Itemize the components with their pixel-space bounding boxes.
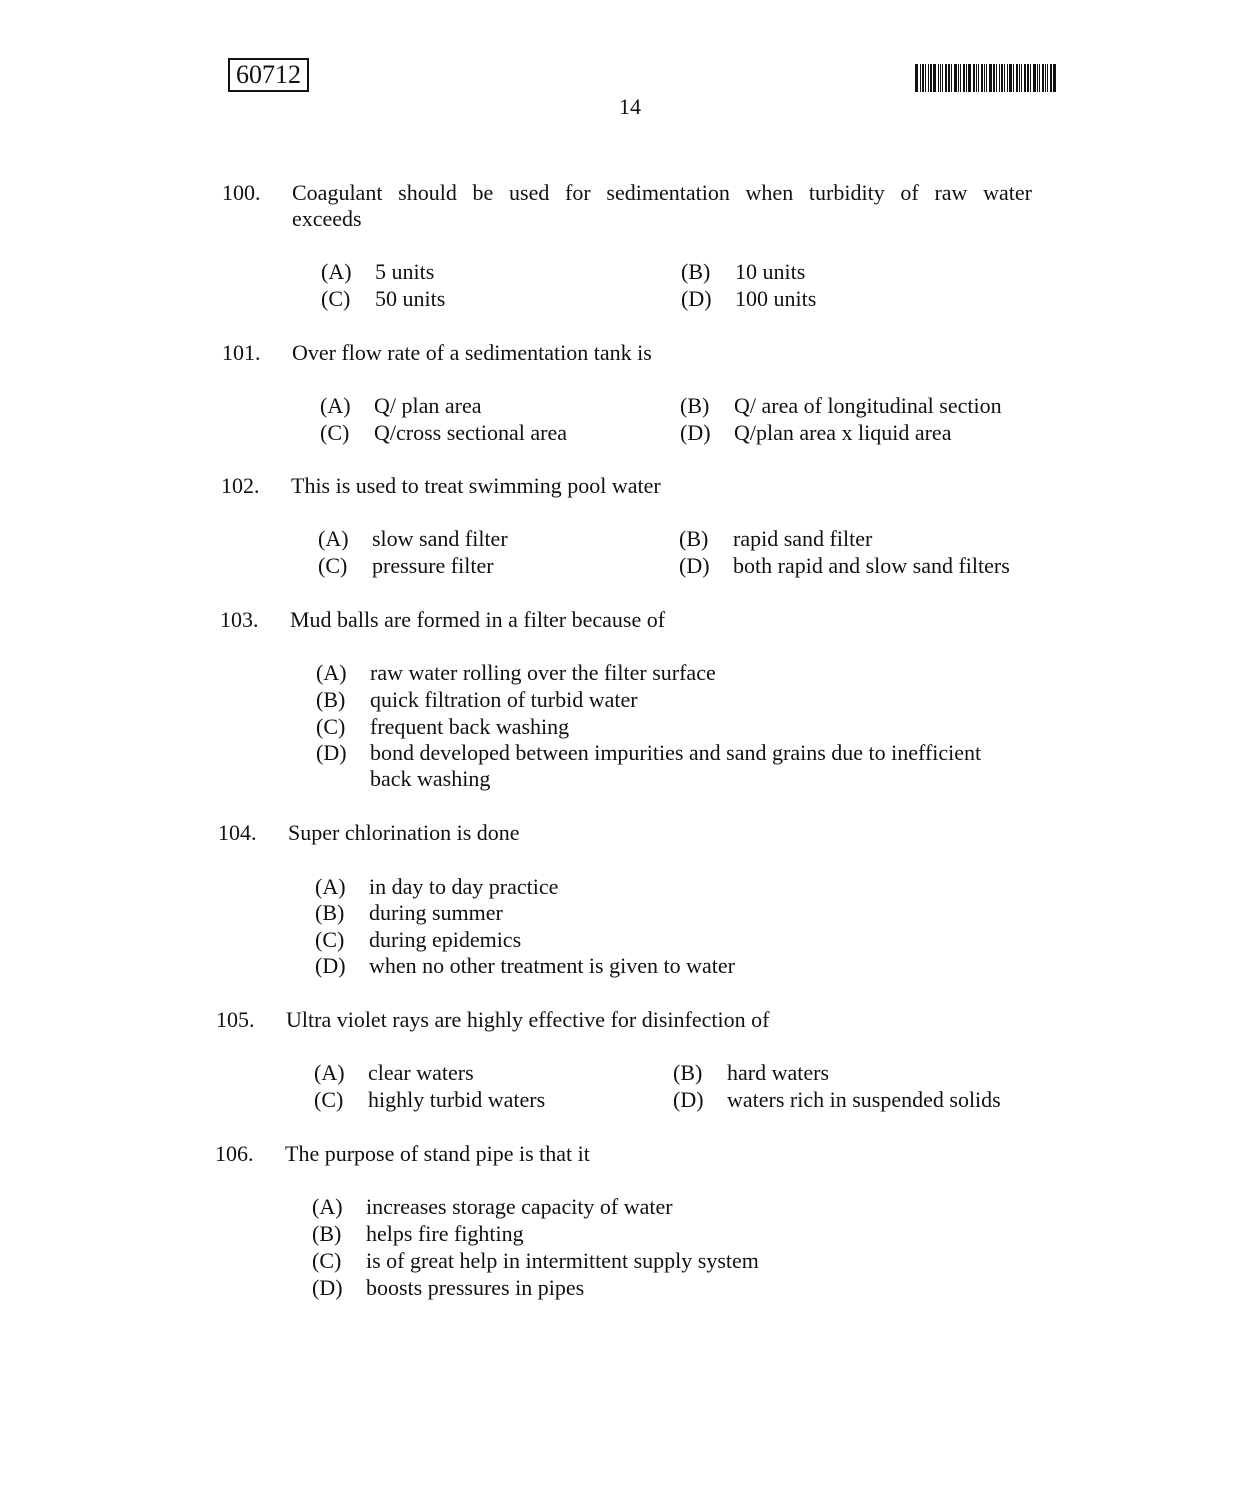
barcode-bar	[1037, 64, 1038, 92]
barcode-bar	[966, 64, 967, 92]
barcode-bar	[940, 64, 941, 92]
barcode-bar	[948, 64, 950, 92]
barcode-bar	[1007, 64, 1008, 92]
barcode-bar	[993, 64, 995, 92]
question-103	[220, 607, 1032, 635]
question-number: 101.	[222, 340, 261, 365]
barcode-bar	[1001, 64, 1003, 92]
question-104	[218, 820, 1030, 848]
question-text: The purpose of stand pipe is that it	[285, 1141, 590, 1166]
page-number: 14	[619, 94, 641, 119]
barcode-bar	[1004, 64, 1005, 92]
paper-code: 60712	[236, 60, 301, 89]
barcode-bar	[933, 64, 936, 92]
question-100	[222, 180, 1034, 234]
question-102	[221, 473, 1033, 501]
barcode-bar	[938, 64, 939, 92]
barcode-bar	[986, 64, 987, 92]
question-number: 106.	[215, 1141, 254, 1166]
barcode-bar	[963, 64, 965, 92]
barcode-bar	[968, 64, 971, 92]
question-text: Over flow rate of a sedimentation tank is	[292, 340, 652, 365]
barcode-bar	[930, 64, 932, 92]
question-text: This is used to treat swimming pool water	[291, 473, 661, 498]
barcode-bar	[978, 64, 979, 92]
barcode-bar	[1033, 64, 1036, 92]
barcode-bar	[1050, 64, 1052, 92]
barcode-bar	[951, 64, 952, 92]
barcode-bar	[928, 64, 929, 92]
barcode-bar	[981, 64, 983, 92]
question-number: 100.	[222, 180, 261, 205]
barcode-bar	[942, 64, 943, 92]
question-text: Mud balls are formed in a filter because of	[290, 607, 666, 632]
question-105	[216, 1007, 1028, 1035]
question-text: Coagulant should be used for sedimentation when turbidity of raw water	[292, 180, 1032, 205]
question-text-continued: exceeds	[292, 206, 362, 231]
option-d-continued: back washing	[370, 766, 491, 791]
barcode-bar	[973, 64, 975, 92]
barcode-graphic	[915, 64, 1071, 92]
barcode-bar	[954, 64, 957, 92]
barcode-bar	[1047, 64, 1048, 92]
barcode-bar	[958, 64, 959, 92]
barcode-bar	[1009, 64, 1012, 92]
barcode-bar	[922, 64, 924, 92]
barcode-bar	[984, 64, 985, 92]
barcode-bar	[1042, 64, 1044, 92]
question-number: 104.	[218, 820, 257, 845]
barcode-bar	[1053, 64, 1056, 92]
barcode-bar	[915, 64, 918, 92]
barcode-bar	[960, 64, 961, 92]
question-number: 102.	[221, 473, 260, 498]
barcode-bar	[996, 64, 997, 92]
barcode-bar	[989, 64, 992, 92]
barcode-bar	[976, 64, 977, 92]
barcode-bar	[920, 64, 921, 92]
question-number: 105.	[216, 1007, 255, 1032]
paper-code-box	[228, 58, 309, 92]
barcode-bar	[1016, 64, 1018, 92]
barcode-bar	[925, 64, 926, 92]
barcode-bar	[1027, 64, 1029, 92]
barcode-bar	[999, 64, 1000, 92]
question-number: 103.	[220, 607, 259, 632]
barcode-bar	[1045, 64, 1046, 92]
barcode-bar	[1019, 64, 1020, 92]
question-101	[222, 340, 1034, 368]
barcode-bar	[1024, 64, 1026, 92]
barcode-bar	[1021, 64, 1022, 92]
barcode-bar	[1030, 64, 1031, 92]
question-106	[215, 1141, 1027, 1169]
question-text: Super chlorination is done	[288, 820, 520, 845]
barcode-bar	[1013, 64, 1014, 92]
barcode-bar	[1039, 64, 1040, 92]
question-text: Ultra violet rays are highly effective for disinfection of	[286, 1007, 770, 1032]
barcode-bar	[945, 64, 947, 92]
